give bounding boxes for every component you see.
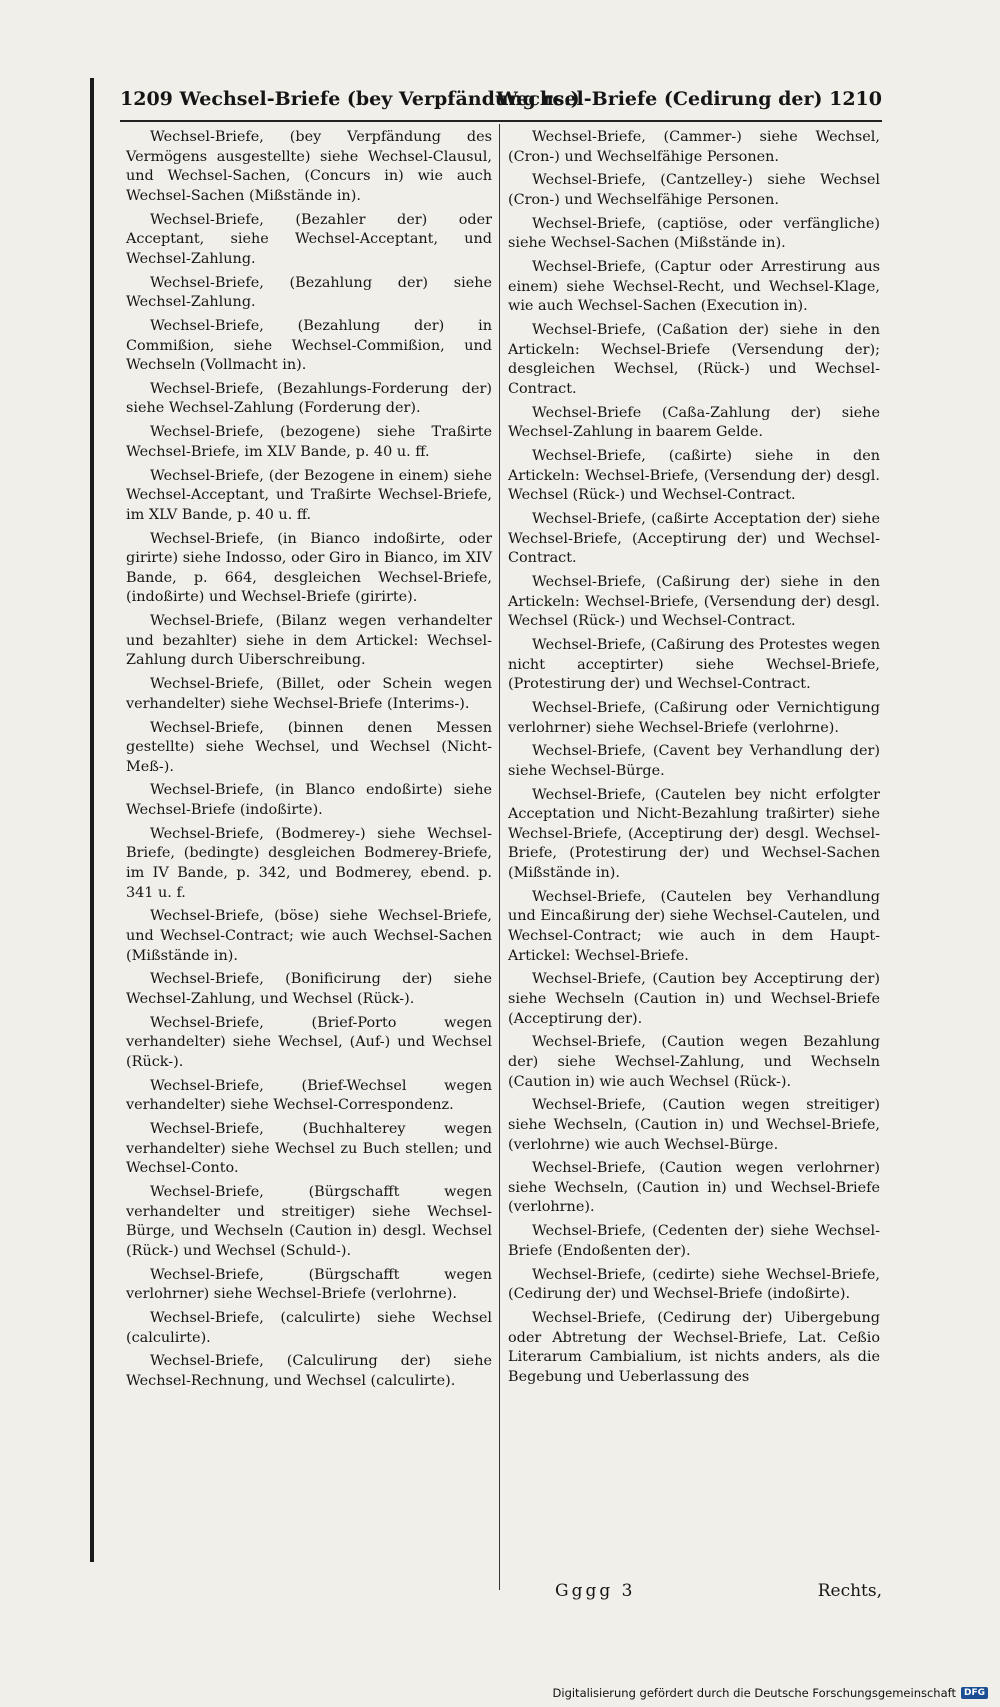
index-entry: Wechsel-Briefe, (Cedirung der) Uibergebung oder Abtretung der Wechsel-Briefe, Lat. Ceßio Literarum Cambialium, ist nichts anders, als die Begebung und Ueberlassung des [508, 1310, 880, 1385]
index-entry: Wechsel-Briefe, (calculirte) siehe Wechsel (calculirte). [126, 1310, 492, 1346]
index-entry: Wechsel-Briefe, (binnen denen Messen gestellte) siehe Wechsel, und Wechsel (Nicht-Meß-). [126, 719, 492, 775]
index-entry: Wechsel-Briefe, (Bonificirung der) siehe Wechsel-Zahlung, und Wechsel (Rück-). [126, 971, 492, 1007]
index-entry: Wechsel-Briefe, (Cavent bey Verhandlung der) siehe Wechsel-Bürge. [508, 743, 880, 779]
index-entry: Wechsel-Briefe, (bey Verpfändung des Vermögens ausgestellte) siehe Wechsel-Clausul, und Wechsel-Sachen, (Concurs in) wie auch Wechsel-Sachen (Mißstände in). [126, 129, 492, 204]
digitization-footer [553, 1686, 988, 1700]
index-entry: Wechsel-Briefe, (Bezahlung der) siehe Wechsel-Zahlung. [126, 274, 492, 311]
running-header [120, 84, 882, 120]
column-divider [499, 124, 500, 1590]
index-entry: Wechsel-Briefe, (Caßirung des Protestes wegen nicht acceptirter) siehe Wechsel-Briefe, (Protestirung der) und Wechsel-Contract. [508, 636, 880, 693]
index-entry: Wechsel-Briefe, (Caution wegen streitiger) siehe Wechseln, (Caution in) und Wechsel-Briefe, (verlohrne) wie auch Wechsel-Bürge. [508, 1097, 880, 1153]
header-right: Wechsel-Briefe (Cedirung der) 1210 [496, 88, 882, 110]
index-entry: Wechsel-Briefe, (Captur oder Arrestirung aus einem) siehe Wechsel-Recht, und Wechsel-Klage, wie auch Wechsel-Sachen (Execution in). [508, 259, 880, 315]
index-entry: Wechsel-Briefe, (Caution wegen Bezahlung der) siehe Wechsel-Zahlung, und Wechseln (Caution in) wie auch Wechsel (Rück-). [508, 1034, 880, 1090]
index-entry: Wechsel-Briefe, (in Bianco indoßirte, oder girirte) siehe Indosso, oder Giro in Bianco, im XIV Bande, p. 664, desgleichen Wechsel-Briefe, (indoßirte) und Wechsel-Briefe (girirte). [126, 530, 492, 606]
signature-mark: Gggg 3 [555, 1581, 636, 1601]
index-entry: Wechsel-Briefe, (böse) siehe Wechsel-Briefe, und Wechsel-Contract; wie auch Wechsel-Sachen (Mißstände in). [126, 908, 492, 964]
index-entry: Wechsel-Briefe, (in Blanco endoßirte) siehe Wechsel-Briefe (indoßirte). [126, 782, 492, 819]
index-entry: Wechsel-Briefe, (caßirte Acceptation der) siehe Wechsel-Briefe, (Acceptirung der) und Wechsel-Contract. [508, 511, 880, 567]
index-entry: Wechsel-Briefe, (Brief-Porto wegen verhandelter) siehe Wechsel, (Auf-) und Wechsel (Rück-). [126, 1014, 492, 1070]
index-entry: Wechsel-Briefe, (Bodmerey-) siehe Wechsel-Briefe, (bedingte) desgleichen Bodmerey-Briefe, im IV Bande, p. 342, und Bodmerey, ebend. p. 341 u. f. [126, 825, 492, 901]
index-entry: Wechsel-Briefe, (Bürgschafft wegen verhandelter und streitiger) siehe Wechsel-Bürge, und Wechseln (Caution in) desgl. Wechsel (Rück-) und Wechsel (Schuld-). [126, 1184, 492, 1259]
index-entry: Wechsel-Briefe, (Cammer-) siehe Wechsel, (Cron-) und Wechselfähige Personen. [508, 129, 880, 165]
index-entry: Wechsel-Briefe, (Caßirung der) siehe in den Artickeln: Wechsel-Briefe, (Versendung der) desgl. Wechsel (Rück-) und Wechsel-Contract. [508, 573, 880, 630]
right-column [508, 128, 880, 1392]
index-entry: Wechsel-Briefe, (Calculirung der) siehe Wechsel-Rechnung, und Wechsel (calculirte). [126, 1353, 492, 1389]
dfg-logo: DFG [961, 1687, 988, 1699]
index-entry: Wechsel-Briefe, (Caßation der) siehe in den Artickeln: Wechsel-Briefe (Versendung der); desgleichen Wechsel, (Rück-) und Wechsel-Contract. [508, 322, 880, 397]
index-entry: Wechsel-Briefe, (der Bezogene in einem) siehe Wechsel-Acceptant, und Traßirte Wechsel-Briefe, im XLV Bande, p. 40 u. ff. [126, 467, 492, 523]
index-entry: Wechsel-Briefe, (Buchhalterey wegen verhandelter) siehe Wechsel zu Buch stellen; und Wechsel-Conto. [126, 1121, 492, 1177]
index-entry: Wechsel-Briefe, (Bezahlung der) in Commißion, siehe Wechsel-Commißion, und Wechseln (Vollmacht in). [126, 317, 492, 374]
footer-text: Digitalisierung gefördert durch die Deutsche Forschungsgemeinschaft [552, 1686, 956, 1700]
index-entry: Wechsel-Briefe, (Bilanz wegen verhandelter und bezahlter) siehe in dem Artickel: Wechsel-Zahlung durch Uiberschreibung. [126, 613, 492, 669]
index-entry: Wechsel-Briefe, (Cautelen bey Verhandlung und Eincaßirung der) siehe Wechsel-Cautelen, und Wechsel-Contract; wie auch in dem Haupt-Artickel: Wechsel-Briefe. [508, 888, 880, 964]
index-entry: Wechsel-Briefe, (captiöse, oder verfängliche) siehe Wechsel-Sachen (Mißstände in). [508, 215, 880, 252]
header-left: 1209 Wechsel-Briefe (bey Verpfändung rc.) [120, 88, 580, 110]
left-column [126, 128, 492, 1396]
index-entry: Wechsel-Briefe, (Cedenten der) siehe Wechsel-Briefe (Endoßenten der). [508, 1223, 880, 1259]
index-entry: Wechsel-Briefe, (caßirte) siehe in den Artickeln: Wechsel-Briefe, (Versendung der) desgl. Wechsel (Rück-) und Wechsel-Contract. [508, 448, 880, 504]
index-entry: Wechsel-Briefe, (cedirte) siehe Wechsel-Briefe, (Cedirung der) und Wechsel-Briefe (indoßirte). [508, 1266, 880, 1303]
index-entry: Wechsel-Briefe (Caßa-Zahlung der) siehe Wechsel-Zahlung in baarem Gelde. [508, 404, 880, 441]
catchword: Rechts, [817, 1581, 882, 1601]
header-rule [120, 120, 882, 122]
index-entry: Wechsel-Briefe, (Brief-Wechsel wegen verhandelter) siehe Wechsel-Correspondenz. [126, 1077, 492, 1114]
index-entry: Wechsel-Briefe, (Bezahler der) oder Acceptant, siehe Wechsel-Acceptant, und Wechsel-Zahlung. [126, 211, 492, 267]
index-entry: Wechsel-Briefe, (Caution bey Acceptirung der) siehe Wechseln (Caution in) und Wechsel-Briefe (Acceptirung der). [508, 971, 880, 1027]
index-entry: Wechsel-Briefe, (Billet, oder Schein wegen verhandelter) siehe Wechsel-Briefe (Interims-). [126, 676, 492, 712]
index-entry: Wechsel-Briefe, (Caution wegen verlohrner) siehe Wechseln, (Caution in) und Wechsel-Briefe (verlohrne). [508, 1160, 880, 1216]
page-edge [90, 78, 94, 1562]
index-entry: Wechsel-Briefe, (Caßirung oder Vernichtigung verlohrner) siehe Wechsel-Briefe (verlohrne). [508, 699, 880, 736]
index-entry: Wechsel-Briefe, (Bezahlungs-Forderung der) siehe Wechsel-Zahlung (Forderung der). [126, 380, 492, 417]
index-entry: Wechsel-Briefe, (Bürgschafft wegen verlohrner) siehe Wechsel-Briefe (verlohrne). [126, 1266, 492, 1303]
index-entry: Wechsel-Briefe, (bezogene) siehe Traßirte Wechsel-Briefe, im XLV Bande, p. 40 u. ff. [126, 424, 492, 460]
index-entry: Wechsel-Briefe, (Cantzelley-) siehe Wechsel (Cron-) und Wechselfähige Personen. [508, 172, 880, 208]
index-entry: Wechsel-Briefe, (Cautelen bey nicht erfolgter Acceptation und Nicht-Bezahlung traßirter) siehe Wechsel-Briefe, (Acceptirung der) desgl. Wechsel-Briefe, (Protestirung der) und Wechsel-Sachen (Mißstände in). [508, 786, 880, 882]
